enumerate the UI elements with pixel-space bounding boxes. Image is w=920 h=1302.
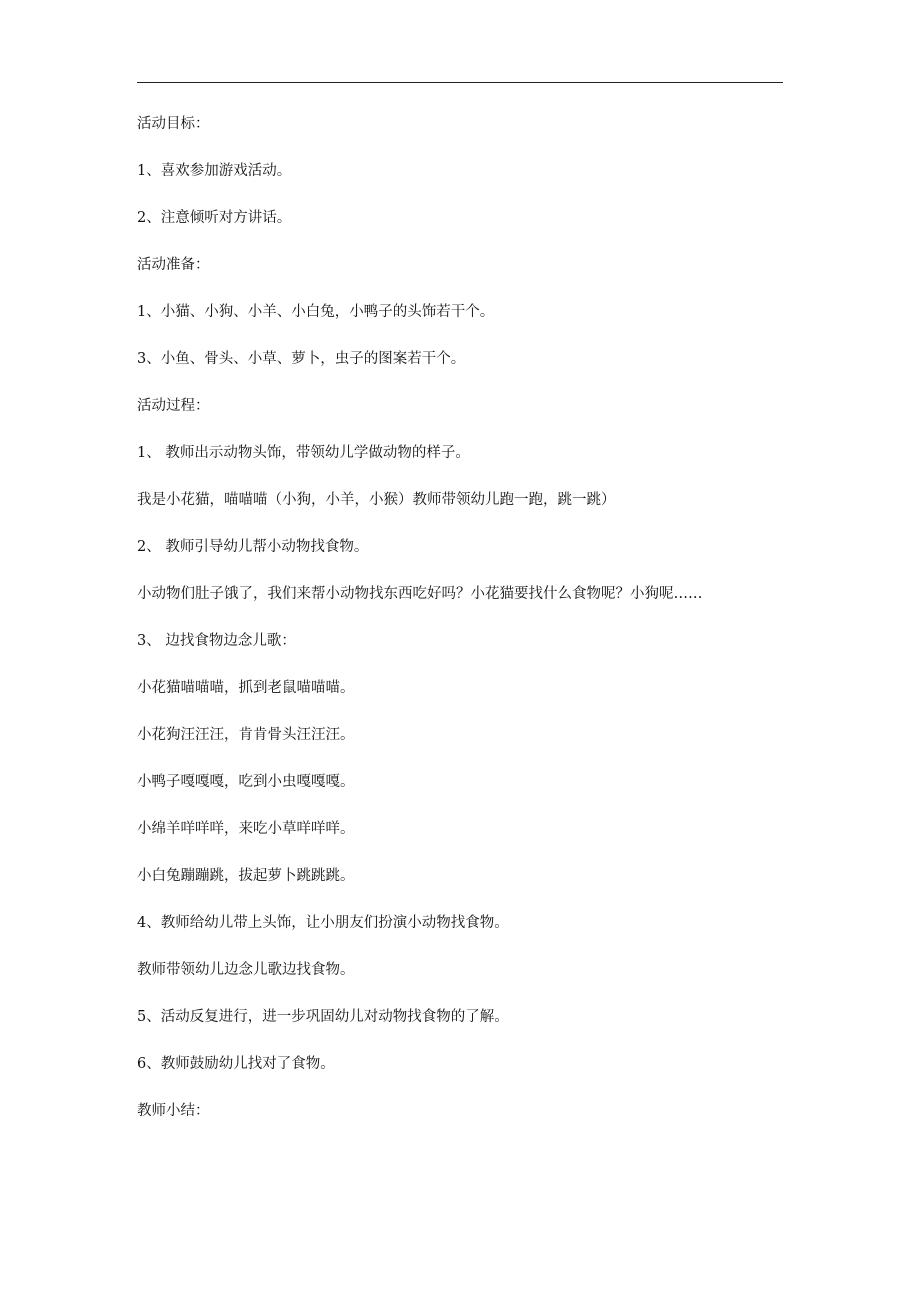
rhyme-line-1: 小花猫喵喵喵，抓到老鼠喵喵喵。 xyxy=(137,680,355,696)
process-step-2: 2、 教师引导幼儿帮小动物找食物。 xyxy=(137,539,369,555)
process-step-5: 5、活动反复进行，进一步巩固幼儿对动物找食物的了解。 xyxy=(137,1009,509,1025)
goal-item-1: 1、喜欢参加游戏活动。 xyxy=(137,163,292,179)
preparation-item-1: 1、小猫、小狗、小羊、小白兔，小鸭子的头饰若干个。 xyxy=(137,304,495,320)
header-rule xyxy=(137,82,783,83)
rhyme-line-2: 小花狗汪汪汪，肯肯骨头汪汪汪。 xyxy=(137,727,355,743)
rhyme-line-3: 小鸭子嘎嘎嘎，吃到小虫嘎嘎嘎。 xyxy=(137,774,355,790)
process-step-2-detail: 小动物们肚子饿了，我们来帮小动物找东西吃好吗？小花猫要找什么食物呢？小狗呢…… xyxy=(137,586,703,602)
section-heading-summary: 教师小结： xyxy=(137,1103,210,1119)
process-step-3: 3、 边找食物边念儿歌： xyxy=(137,633,296,649)
goal-item-2: 2、注意倾听对方讲话。 xyxy=(137,210,292,226)
process-step-1-detail: 我是小花猫，喵喵喵（小狗，小羊，小猴）教师带领幼儿跑一跑，跳一跳） xyxy=(137,492,616,508)
section-heading-process: 活动过程： xyxy=(137,398,210,414)
document-body xyxy=(137,114,797,1148)
section-heading-preparation: 活动准备： xyxy=(137,257,210,273)
rhyme-line-4: 小绵羊咩咩咩，来吃小草咩咩咩。 xyxy=(137,821,355,837)
section-heading-goals: 活动目标： xyxy=(137,116,210,132)
process-step-6: 6、教师鼓励幼儿找对了食物。 xyxy=(137,1056,335,1072)
rhyme-line-5: 小白兔蹦蹦跳，拔起萝卜跳跳跳。 xyxy=(137,868,355,884)
process-step-4: 4、教师给幼儿带上头饰，让小朋友们扮演小动物找食物。 xyxy=(137,915,509,931)
preparation-item-3: 3、小鱼、骨头、小草、萝卜，虫子的图案若干个。 xyxy=(137,351,466,367)
process-step-1: 1、 教师出示动物头饰，带领幼儿学做动物的样子。 xyxy=(137,445,470,461)
process-step-4-detail: 教师带领幼儿边念儿歌边找食物。 xyxy=(137,962,355,978)
